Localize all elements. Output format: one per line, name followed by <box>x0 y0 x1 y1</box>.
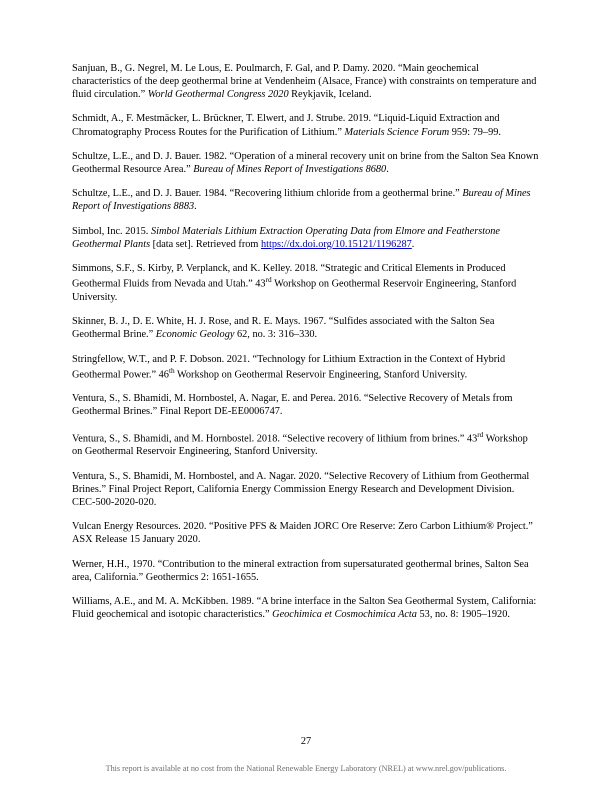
reference-entry <box>72 62 540 101</box>
reference-entry <box>72 150 540 176</box>
reference-entry <box>72 262 540 304</box>
ordinal-superscript: th <box>168 365 175 375</box>
nrel-publications-link[interactable]: www.nrel.gov/publications <box>415 764 505 773</box>
reference-entry <box>72 595 540 621</box>
reference-text: Skinner, B. J., D. E. White, H. J. Rose, and R. E. Mays. 1967. “Sulfides associated with the Salton Sea Geothermal Brine.” <box>72 316 495 341</box>
reference-text: Simmons, S.F., S. Kirby, P. Verplanck, and K. Kelley. 2018. “Strategic and Critical Elements in Produced Geothermal Fluids from Nevada and Utah.” 43 <box>72 263 506 290</box>
reference-text: Schultze, L.E., and D. J. Bauer. 1982. “Operation of a mineral recovery unit on brine from the Salton Sea Known Geothermal Resource Area.” <box>72 150 539 175</box>
reference-text: Workshop on Geothermal Reservoir Engineering, Stanford University. <box>72 433 528 458</box>
footer-note <box>0 764 612 773</box>
reference-entry <box>72 315 540 341</box>
reference-text: . <box>386 163 389 175</box>
reference-entry <box>72 430 540 459</box>
reference-text: Reykjavik, Iceland. <box>288 89 372 101</box>
reference-entry <box>72 520 540 546</box>
references-list <box>72 62 540 621</box>
reference-entry <box>72 225 540 251</box>
reference-text: . <box>411 238 415 250</box>
reference-text: Williams, A.E., and M. A. McKibben. 1989. “A brine interface in the Salton Sea Geothermal System, California: Fluid geochemical and isotopic characteristics.” <box>72 595 537 620</box>
reference-text: Sanjuan, B., G. Negrel, M. Le Lous, E. Poulmarch, F. Gal, and P. Damy. 2020. “Main geochemical characteristics of the deep geothermal brine at Vendenheim (Alsace, France) with constraints on temperature and fluid circulation.” <box>72 63 537 101</box>
page-number: 27 <box>300 736 312 747</box>
reference-entry <box>72 187 540 213</box>
reference-title-italic: Bureau of Mines Report of Investigations 8680 <box>193 163 387 175</box>
reference-text: Workshop on Geothermal Reservoir Engineering, Stanford University. <box>72 278 517 303</box>
footer-note-prefix: This report is available at no cost from the National Renewable Energy Laboratory (NREL) at <box>105 764 416 773</box>
reference-title-italic: World Geothermal Congress 2020 <box>147 89 289 101</box>
reference-text: Werner, H.H., 1970. “Contribution to the mineral extraction from supersaturated geothermal brines, Salton Sea area, California.” Geothermics 2: 1651-1655. <box>72 558 529 583</box>
ordinal-superscript: rd <box>477 429 484 439</box>
reference-text: Simbol, Inc. 2015. <box>72 225 151 237</box>
reference-text: Stringfellow, W.T., and P. F. Dobson. 2021. “Technology for Lithium Extraction in the Context of Hybrid Geothermal Power.” 46 <box>72 353 506 380</box>
reference-text: Schmidt, A., F. Mestmäcker, L. Brückner, T. Elwert, and J. Strube. 2019. “Liquid-Liquid Extraction and Chromatography Process Routes for the Purification of Lithium.” <box>72 113 500 138</box>
reference-text: 53, no. 8: 1905–1920. <box>416 609 510 620</box>
footer-note-suffix: . <box>504 764 507 773</box>
reference-entry <box>72 470 540 509</box>
reference-text: [data set]. Retrieved from <box>150 238 262 250</box>
ordinal-superscript: rd <box>265 275 272 285</box>
reference-entry <box>72 392 540 418</box>
reference-text: . <box>194 201 197 213</box>
reference-text: Workshop on Geothermal Reservoir Engineering, Stanford University. <box>174 368 468 380</box>
reference-title-italic: Bureau of Mines Report of Investigations 8883 <box>72 188 531 213</box>
reference-title-italic: Simbol Materials Lithium Extraction Operating Data from Elmore and Featherstone Geothermal Plants <box>72 225 500 250</box>
reference-text: Vulcan Energy Resources. 2020. “Positive PFS & Maiden JORC Ore Reserve: Zero Carbon Lithium® Project.” ASX Release 15 January 2020. <box>72 521 533 546</box>
reference-text: 959: 79–99. <box>449 126 501 138</box>
reference-text: Schultze, L.E., and D. J. Bauer. 1984. “Recovering lithium chloride from a geothermal brine.” <box>72 188 463 200</box>
reference-text: Ventura, S., S. Bhamidi, and M. Hornbostel. 2018. “Selective recovery of lithium from brines.” 43 <box>72 433 478 445</box>
reference-title-italic: Geochimica et Cosmochimica Acta <box>272 609 417 620</box>
reference-doi-link[interactable]: https://dx.doi.org/10.15121/1196287 <box>261 238 412 250</box>
reference-entry <box>72 353 540 382</box>
reference-text: Ventura, S., S. Bhamidi, M. Hornbostel, and A. Nagar. 2020. “Selective Recovery of Lithium from Geothermal Brines.” Final Project Report, California Energy Commission Energy Research and Development Division. CEC-500-2020-020. <box>72 470 530 508</box>
reference-entry <box>72 112 540 138</box>
reference-title-italic: Economic Geology <box>155 329 235 341</box>
reference-text: Ventura, S., S. Bhamidi, M. Hornbostel, A. Nagar, E. and Perea. 2016. “Selective Recovery of Metals from Geothermal Brines.” Final Report DE-EE0006747. <box>72 393 513 418</box>
reference-text: 62, no. 3: 316–330. <box>234 329 318 341</box>
reference-entry <box>72 558 540 584</box>
reference-title-italic: Materials Science Forum <box>344 126 450 138</box>
